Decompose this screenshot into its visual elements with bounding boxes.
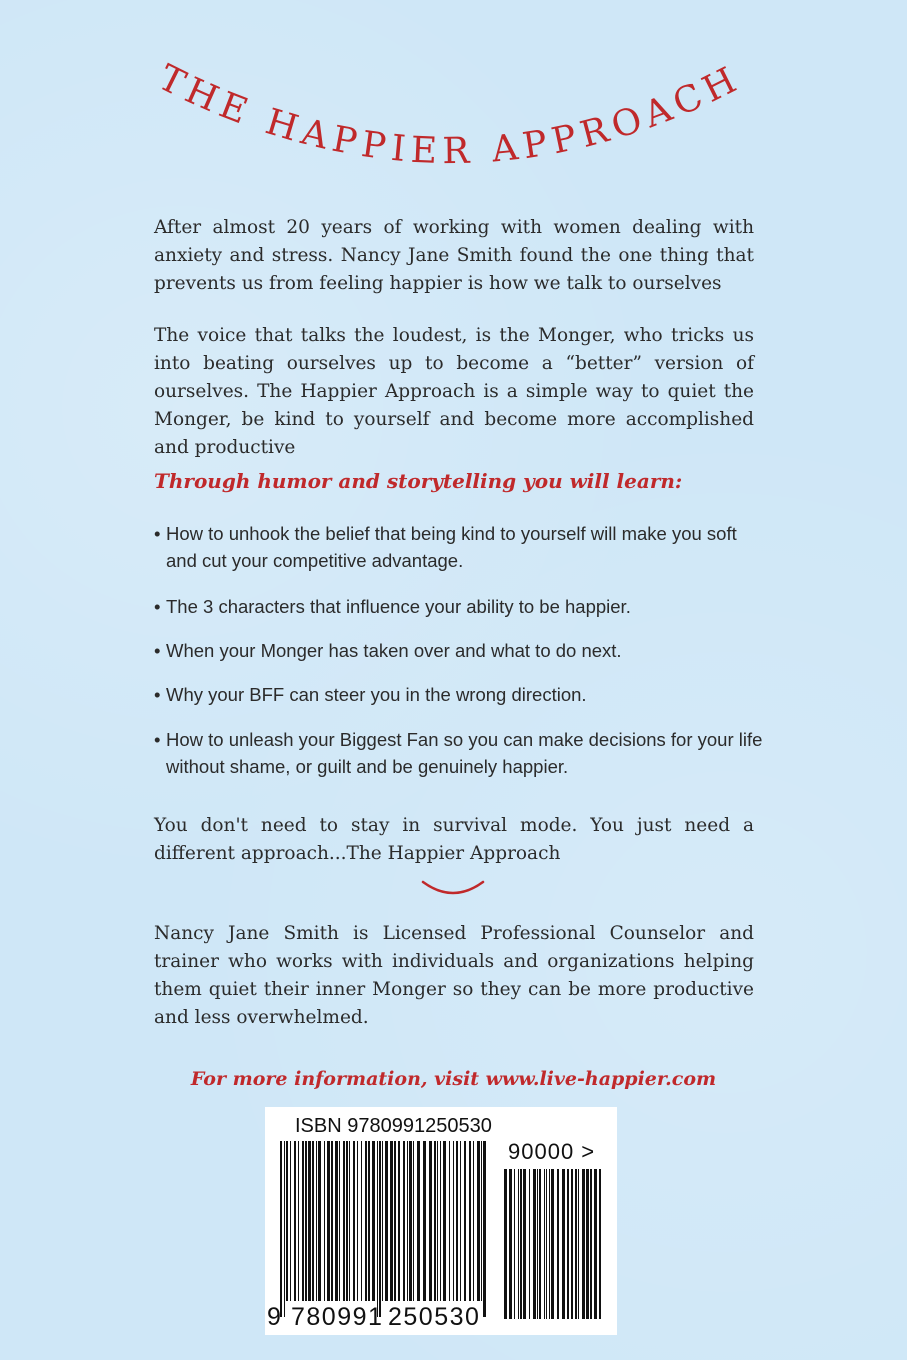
barcode-bar: [372, 1141, 375, 1301]
barcode-bar: [286, 1141, 288, 1301]
barcode-bar: [346, 1141, 348, 1301]
barcode-bar: [518, 1169, 519, 1319]
barcode-bar: [551, 1169, 554, 1319]
barcode-digit-first: 9: [267, 1303, 283, 1331]
barcode-bar: [562, 1169, 565, 1319]
list-item: [154, 637, 764, 664]
barcode-bar: [302, 1141, 304, 1301]
barcode-bar: [434, 1141, 436, 1301]
barcode-bar: [343, 1141, 345, 1301]
barcode-bar: [449, 1141, 450, 1301]
barcode-bar: [365, 1141, 367, 1301]
barcode-digit-group-2: 250530: [388, 1303, 481, 1331]
addon-barcode-bars: [503, 1169, 603, 1319]
barcode-bar: [308, 1141, 311, 1301]
barcode-bar: [473, 1141, 474, 1301]
bullet-dot-icon: •: [154, 596, 161, 617]
bullet-dot-icon: •: [154, 640, 161, 661]
list-item-text: Why your BFF can steer you in the wrong direction.: [166, 684, 587, 705]
barcode-bar: [390, 1141, 393, 1301]
intro-paragraph: After almost 20 years of working with women dealing with anxiety and stress. Nancy Jane Smith found the one thing that prevents us from feeling happier is how we talk to ourselves: [154, 217, 754, 294]
barcode-bar: [590, 1169, 592, 1319]
monger-paragraph: The voice that talks the loudest, is the Monger, who tricks us into beating ourselves up to become a “better” version of ourselves. The Happier Approach is a simple way to quiet the Monger, be kind to yourself and become more accomplished and productive: [154, 325, 754, 458]
barcode-bar: [575, 1169, 577, 1319]
barcode-bar: [377, 1141, 378, 1317]
more-info-link: For more information, visit www.live-happier.com: [190, 1068, 717, 1090]
bullet-dot-icon: •: [154, 523, 161, 544]
smile-arc-icon: [420, 878, 486, 900]
barcode-bar: [586, 1169, 589, 1319]
barcode-bar: [331, 1141, 333, 1301]
barcode-bar: [509, 1169, 512, 1319]
barcode-bar: [298, 1141, 299, 1301]
barcode-bar: [361, 1141, 362, 1301]
learn-heading: Through humor and storytelling you will learn:: [154, 469, 683, 493]
barcode-bar: [312, 1141, 314, 1301]
barcode-bar: [582, 1169, 585, 1319]
barcode-digit-group-1: 780991: [291, 1303, 384, 1331]
barcode-bar: [417, 1141, 420, 1301]
barcode-bar: [290, 1141, 291, 1301]
list-item-text: The 3 characters that influence your ability to be happier.: [166, 596, 631, 617]
barcode-bar: [477, 1141, 480, 1301]
barcode-bar: [305, 1141, 307, 1301]
barcode-bar: [504, 1169, 507, 1319]
barcode-bar: [453, 1141, 454, 1301]
barcode-bar: [423, 1141, 426, 1301]
bullet-dot-icon: •: [154, 729, 161, 750]
bullet-dot-icon: •: [154, 684, 161, 705]
barcode-bar: [544, 1169, 545, 1319]
barcode-bar: [437, 1141, 438, 1301]
barcode-bar: [469, 1141, 471, 1301]
barcode-bar: [481, 1141, 482, 1301]
barcode-bar: [294, 1141, 296, 1301]
barcode-bar: [318, 1141, 321, 1301]
barcode-bar: [549, 1169, 550, 1319]
barcode-bar: [557, 1169, 559, 1319]
list-item-text: When your Monger has taken over and what to do next.: [166, 640, 622, 661]
barcode-bar: [578, 1169, 579, 1319]
barcode-bar: [443, 1141, 446, 1301]
barcode-bar: [339, 1141, 340, 1301]
barcode-bar: [407, 1141, 408, 1301]
barcode-bar: [349, 1141, 350, 1301]
barcode-bar: [594, 1169, 597, 1319]
barcode-bar: [523, 1169, 526, 1319]
barcode-bar: [316, 1141, 317, 1301]
barcode-bar: [514, 1169, 515, 1319]
barcode-bar: [379, 1141, 381, 1317]
title-arc: [0, 0, 907, 200]
barcode-bar: [284, 1141, 285, 1317]
list-item: [154, 726, 764, 780]
list-item-text: How to unhook the belief that being kind to yourself will make you soft and cut your competitive advantage.: [166, 523, 737, 571]
closing-paragraph: You don't need to stay in survival mode. You just need a different approach...The Happier Approach: [154, 815, 754, 864]
barcode-bar: [567, 1169, 569, 1319]
barcode-bar: [382, 1141, 383, 1301]
barcode-bar: [440, 1141, 441, 1301]
page-title: THE HAPPIER APPROACH: [151, 57, 749, 173]
barcode-bar: [537, 1169, 538, 1319]
barcode-bar: [571, 1169, 573, 1319]
isbn-barcode: [265, 1107, 617, 1335]
price-addon-label: 90000 >: [508, 1139, 596, 1164]
barcode-bar: [353, 1141, 355, 1301]
barcode-bar: [327, 1141, 330, 1301]
barcode-bar: [599, 1169, 601, 1319]
barcode-bar: [394, 1141, 396, 1301]
isbn-label: ISBN 9780991250530: [295, 1115, 492, 1137]
barcode-bar: [413, 1141, 414, 1301]
barcode-bar: [539, 1169, 541, 1319]
list-item: [154, 593, 764, 620]
barcode-bar: [460, 1141, 461, 1301]
barcode-bar: [357, 1141, 358, 1301]
barcode-bar: [529, 1169, 530, 1319]
barcode-bars: [279, 1141, 491, 1317]
barcode-bar: [546, 1169, 547, 1319]
barcode-bar: [403, 1141, 405, 1301]
barcode-bar: [335, 1141, 338, 1301]
barcode-bar: [464, 1141, 466, 1301]
barcode-bar: [280, 1141, 282, 1317]
list-item: [154, 681, 764, 708]
list-item: [154, 520, 764, 574]
list-item-text: How to unleash your Biggest Fan so you can make decisions for your life without shame, or guilt and be genuinely happier.: [166, 729, 763, 777]
barcode-bar: [483, 1141, 486, 1317]
barcode-bar: [385, 1141, 388, 1301]
barcode-bar: [409, 1141, 412, 1301]
barcode-bar: [324, 1141, 325, 1301]
barcode-bar: [398, 1141, 400, 1301]
author-bio: Nancy Jane Smith is Licensed Professional Counselor and trainer who works with individuals and organizations helping them quiet their inner Monger so they can be more productive and less overwhelmed.: [154, 923, 754, 1028]
barcode-bar: [533, 1169, 536, 1319]
barcode-bar: [520, 1169, 522, 1319]
barcode-bar: [429, 1141, 432, 1301]
barcode-bar: [368, 1141, 370, 1301]
barcode-bar: [456, 1141, 458, 1301]
